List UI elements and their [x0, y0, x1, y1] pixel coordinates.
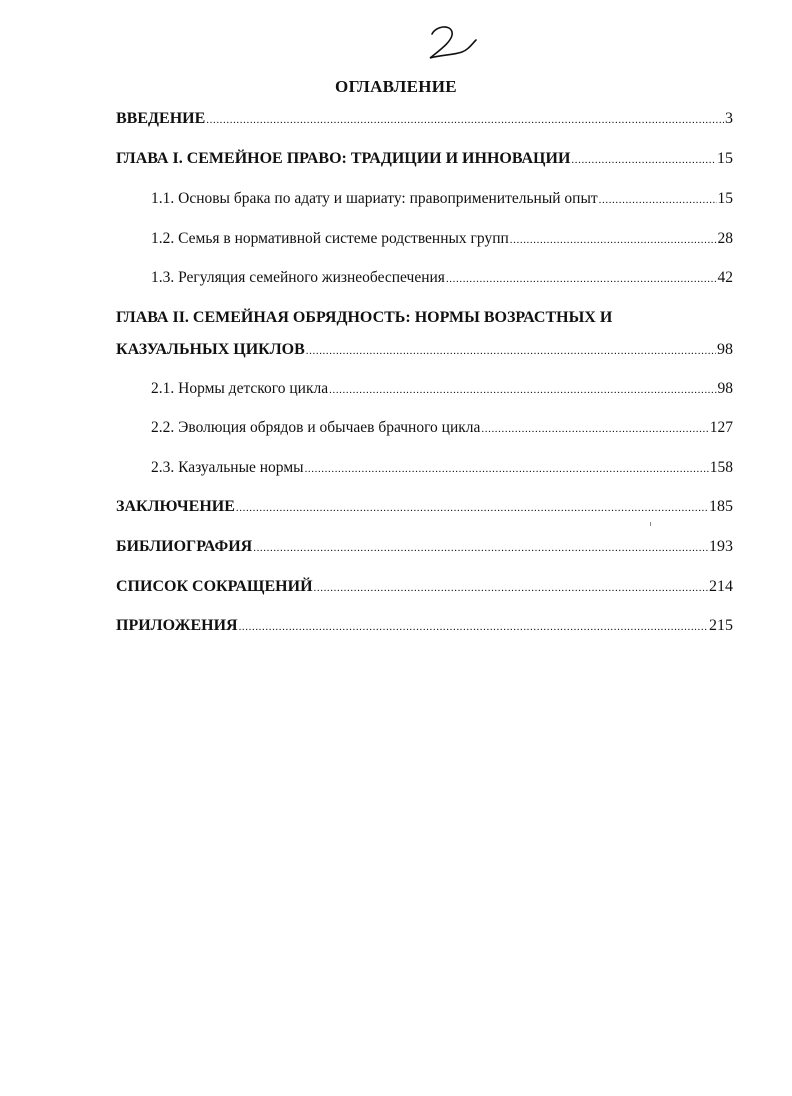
toc-entry-section-2-1[interactable]: 2.1. Нормы детского цикла ..... 98	[151, 379, 733, 400]
toc-entry-abbreviations[interactable]: СПИСОК СОКРАЩЕНИЙ ..... 214	[116, 577, 733, 598]
dot-leader	[481, 418, 708, 439]
toc-entry-section-2-3[interactable]: 2.3. Казуальные нормы ..... 158	[151, 458, 733, 479]
toc-title: ОГЛАВЛЕНИЕ	[335, 77, 457, 96]
toc-entry-conclusion[interactable]: ЗАКЛЮЧЕНИЕ ..... 185	[116, 497, 733, 518]
toc-entry-chapter-2[interactable]: КАЗУАЛЬНЫХ ЦИКЛОВ ..... 98	[116, 340, 733, 361]
dot-leader	[510, 229, 717, 250]
handwritten-page-number	[418, 22, 478, 64]
dot-leader	[314, 577, 708, 598]
toc-entry-section-1-3[interactable]: 1.3. Регуляция семейного жизнеобеспечения ..... 42	[151, 268, 733, 289]
toc-entry-chapter-2-line1[interactable]: ГЛАВА II. СЕМЕЙНАЯ ОБРЯДНОСТЬ: НОРМЫ ВОЗРАСТНЫХ И	[116, 309, 613, 326]
dot-leader	[239, 616, 708, 637]
dot-leader	[206, 109, 724, 130]
toc-entry-chapter-1[interactable]: ГЛАВА I. СЕМЕЙНОЕ ПРАВО: ТРАДИЦИИ И ИННОВАЦИИ ..... 15	[116, 149, 733, 170]
toc-entry-section-1-2[interactable]: 1.2. Семья в нормативной системе родственных групп ..... 28	[151, 229, 733, 250]
dot-leader	[306, 340, 716, 361]
dot-leader	[446, 268, 717, 289]
dot-leader	[599, 189, 717, 210]
dot-leader	[305, 458, 709, 479]
toc-entry-section-2-2[interactable]: 2.2. Эволюция обрядов и обычаев брачного цикла ..... 127	[151, 418, 733, 439]
toc-entry-intro[interactable]: ВВЕДЕНИЕ ..... 3	[116, 109, 733, 130]
scan-speck	[650, 522, 651, 526]
toc-entry-bibliography[interactable]: БИБЛИОГРАФИЯ ..... 193	[116, 537, 733, 558]
dot-leader	[236, 497, 708, 518]
dot-leader	[253, 537, 708, 558]
toc-entry-section-1-1[interactable]: 1.1. Основы брака по адату и шариату: правоприменительный опыт ..... 15	[151, 189, 733, 210]
toc-entry-appendices[interactable]: ПРИЛОЖЕНИЯ ..... 215	[116, 616, 733, 637]
dot-leader	[329, 379, 716, 400]
dot-leader	[571, 149, 716, 170]
